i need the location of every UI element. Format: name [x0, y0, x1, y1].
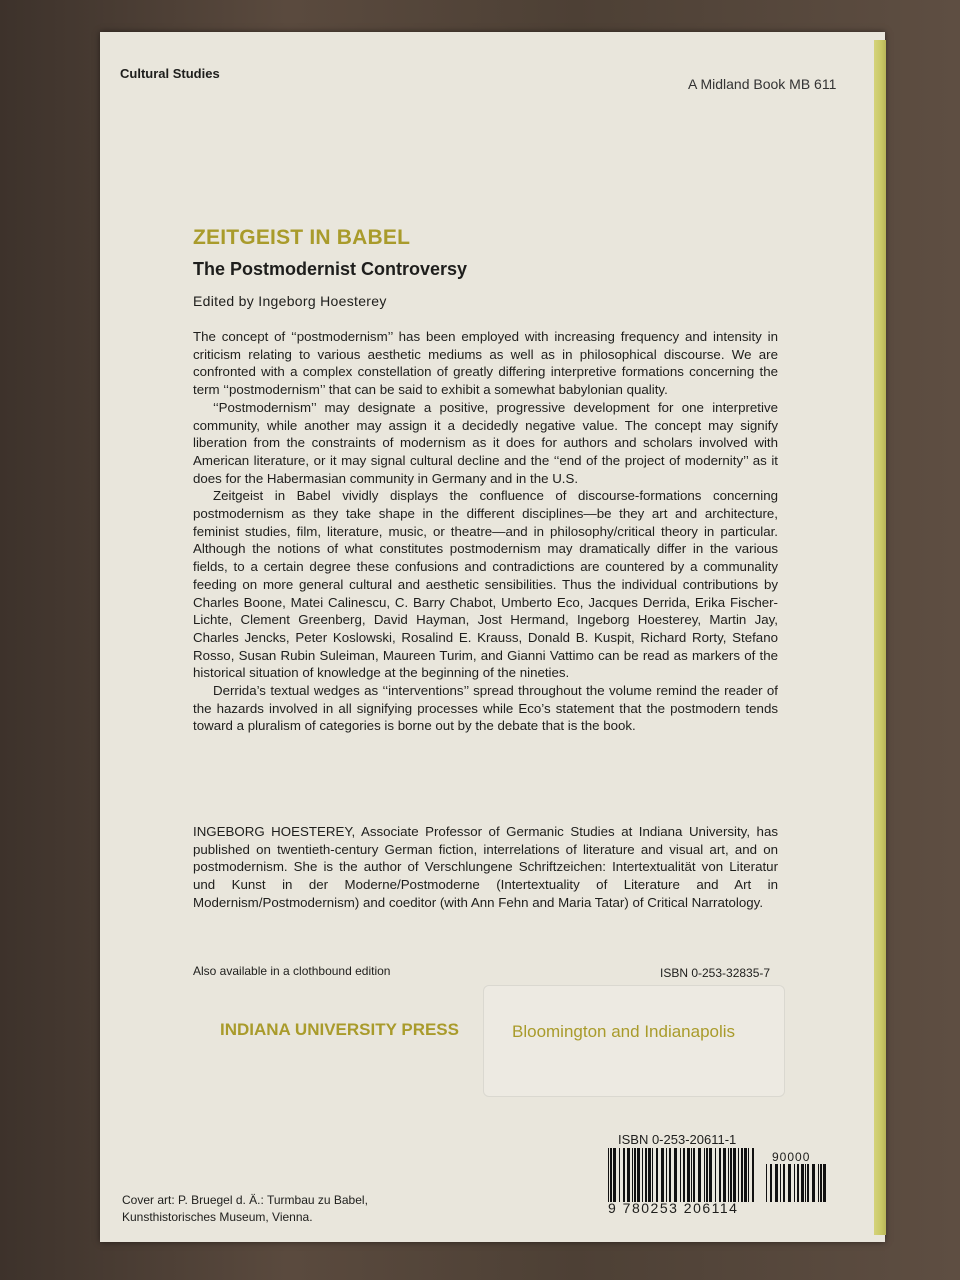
cover-art-line: Cover art: P. Bruegel d. Ä.: Turmbau zu Babel,	[122, 1193, 368, 1207]
barcode-bar	[687, 1148, 690, 1202]
description-text	[193, 328, 778, 735]
cover-art-line: Kunsthistorisches Museum, Vienna.	[122, 1210, 313, 1224]
barcode-bar	[661, 1148, 664, 1202]
barcode-addon	[766, 1164, 828, 1202]
barcode-bar	[704, 1148, 705, 1202]
barcode-main	[608, 1148, 758, 1202]
barcode-bar	[634, 1148, 636, 1202]
barcode-bar	[723, 1148, 726, 1202]
barcode-bar	[741, 1148, 743, 1202]
barcode-bar	[691, 1148, 692, 1202]
barcode-bar	[738, 1148, 739, 1202]
barcode-bar	[748, 1148, 749, 1202]
series-label: Cultural Studies	[120, 66, 220, 81]
barcode-bar	[669, 1148, 671, 1202]
barcode-bar	[715, 1148, 716, 1202]
barcode-bar	[719, 1148, 721, 1202]
barcode-bar	[820, 1164, 822, 1202]
barcode-bar	[807, 1164, 809, 1202]
barcode-bar	[823, 1164, 826, 1202]
barcode-bar	[674, 1148, 677, 1202]
barcode-bar	[683, 1148, 685, 1202]
clothbound-note: Also available in a clothbound edition	[193, 964, 391, 978]
barcode-bar	[608, 1148, 609, 1202]
barcode-bar	[632, 1148, 633, 1202]
barcode-bar	[627, 1148, 630, 1202]
barcode-bar	[805, 1164, 806, 1202]
barcode-bar	[680, 1148, 681, 1202]
editor-line: Edited by Ingeborg Hoesterey	[193, 293, 387, 309]
barcode-bar	[744, 1148, 747, 1202]
barcode-bar	[728, 1148, 729, 1202]
barcode-bar	[645, 1148, 647, 1202]
description-paragraph: The concept of ‘‘postmodernism’’ has been employed with increasing frequency and intensity in criticism relating to various aesthetic mediums as well as in philosophical discourse. We are confronted with a complex constellation of greatly differing interpretive formations concerning the term ‘‘postmodernism’’ that can be said to exhibit a somewhat babylonian quality.	[193, 329, 778, 398]
barcode-bar	[613, 1148, 616, 1202]
description-paragraph: ‘‘Postmodernism’’ may designate a positive, progressive development for one interpretive community, while another may assign it a decidedly negative value. The concept may signify liberation from the constraints of modernism as it does for authors and scholars involved with American literature, or it may signal cultural decline and the ‘‘end of the project of modernity’’ as it does for the Habermasian community in Germany and in the U.S.	[193, 399, 778, 486]
barcode-bar	[648, 1148, 651, 1202]
barcode-bar	[610, 1148, 612, 1202]
barcode-bar	[766, 1164, 767, 1202]
barcode-bar	[812, 1164, 815, 1202]
isbn-clothbound: ISBN 0-253-32835-7	[660, 966, 771, 980]
publisher-name: INDIANA UNIVERSITY PRESS	[220, 1020, 459, 1039]
barcode-bar	[788, 1164, 791, 1202]
barcode-bar	[783, 1164, 785, 1202]
author-bio-text: INGEBORG HOESTEREY, Associate Professor of Germanic Studies at Indiana University, has published on twentieth-century German fiction, interrelations of literature and visual art, and on postmodernism. She is the author of Verschlungene Schriftzeichen: Intertextualität von Literatur und Kunst in der Moderne/Postmoderne (Intertextuality of Literature and Art in Modernism/Postmodernism) and coeditor (with Ann Fehn and Maria Tatar) of Critical Narratology.	[193, 824, 778, 910]
price-code: 90000	[772, 1150, 811, 1164]
book-title: ZEITGEIST IN BABEL	[193, 226, 411, 249]
barcode-bar	[666, 1148, 667, 1202]
barcode-bar	[706, 1148, 708, 1202]
midland-book-label: A Midland Book MB 611	[688, 76, 837, 92]
barcode-bar	[693, 1148, 695, 1202]
barcode-bar	[752, 1148, 754, 1202]
description-paragraph: Zeitgeist in Babel vividly displays the confluence of discourse-formations concerning postmodernism as they take shape in the different disciplines—be they art and architecture, feminist studies, film, literature, music, or theatre—and in philosophy/critical theory in particular. Although the notions of what constitutes postmodernism may dramatically differ in the various fields, to a certain degree these confusions and contradictions are countered by a communality feeding on more general cultural and aesthetic sensibilities. Thus the individual contributions by Charles Boone, Matei Calinescu, C. Barry Chabot, Umberto Eco, Jacques Derrida, Erika Fischer-Lichte, Clement Greenberg, David Hayman, Jost Hermand, Ingeborg Hoesterey, Martin Jay, Charles Jencks, Peter Koslowski, Rosalind E. Krauss, Donald B. Kuspit, Richard Rorty, Stefano Rosso, Susan Rubin Suleiman, Maureen Turim, and Gianni Vattimo can be read as markers of the historical situation of knowledge at the beginning of the nineties.	[193, 488, 778, 681]
book-spine-edge	[874, 40, 886, 1235]
barcode-bar	[733, 1148, 736, 1202]
publisher-city: Bloomington and Indianapolis	[512, 1022, 736, 1041]
barcode-bar	[623, 1148, 625, 1202]
author-bio	[193, 823, 778, 912]
barcode-bar	[709, 1148, 712, 1202]
barcode-number: 9 780253 206114	[608, 1200, 739, 1216]
barcode-bar	[775, 1164, 778, 1202]
barcode-bar	[642, 1148, 643, 1202]
barcode-bar	[637, 1148, 640, 1202]
barcode-bar	[797, 1164, 799, 1202]
barcode-bar	[698, 1148, 701, 1202]
cover-art-credit	[122, 1192, 368, 1226]
book-subtitle: The Postmodernist Controversy	[193, 259, 468, 279]
barcode-bar	[656, 1148, 658, 1202]
description-paragraph: Derrida’s textual wedges as ‘‘interventions’’ spread throughout the volume remind the reader of the hazards involved in all signifying processes while Eco’s statement that the postmodern tends toward a pluralism of categories is borne out by the debate that is the book.	[193, 683, 778, 734]
barcode-bar	[794, 1164, 795, 1202]
barcode-bar	[801, 1164, 804, 1202]
barcode-bar	[818, 1164, 819, 1202]
isbn-paperback: ISBN 0-253-20611-1	[618, 1132, 737, 1147]
barcode-bar	[780, 1164, 781, 1202]
barcode-bar	[619, 1148, 620, 1202]
barcode-bar	[770, 1164, 772, 1202]
barcode-bar	[730, 1148, 732, 1202]
barcode-bar	[652, 1148, 653, 1202]
